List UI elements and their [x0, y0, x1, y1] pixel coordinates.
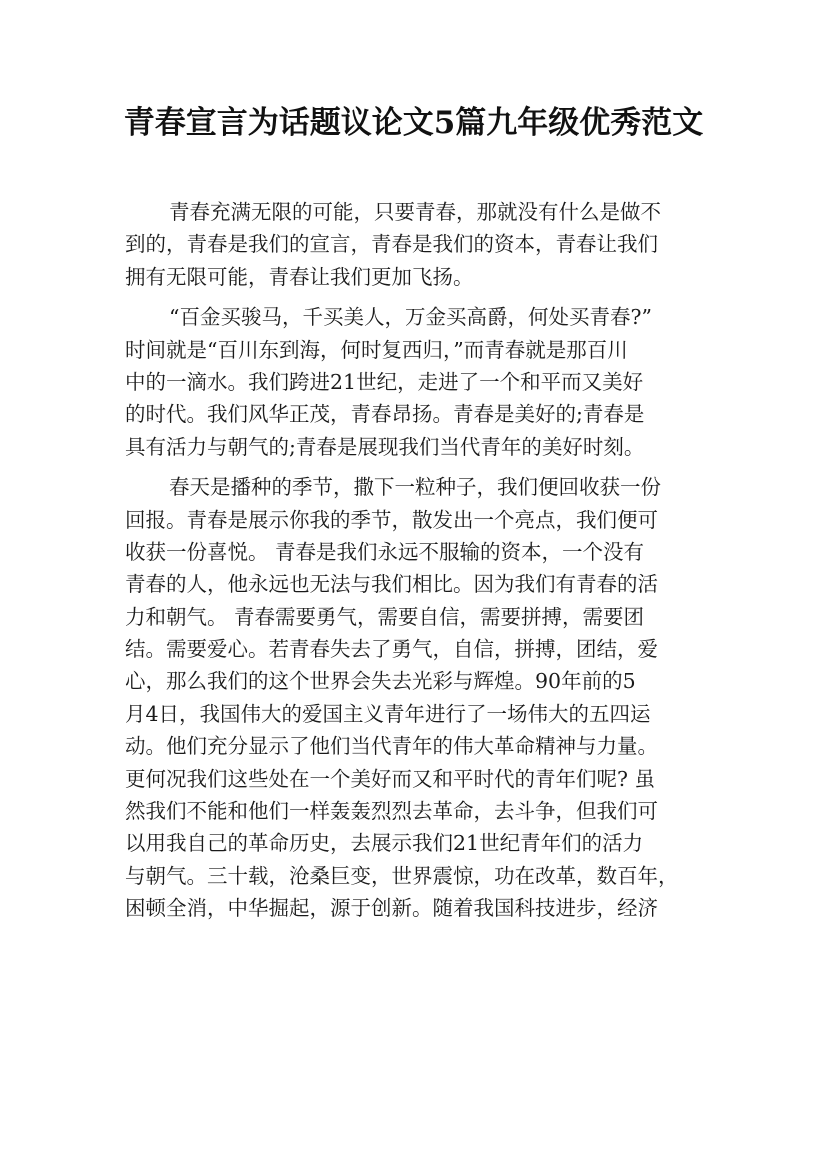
- paragraph-line: 中的一滴水。我们跨进21世纪，走进了一个和平而又美好: [125, 369, 644, 394]
- paragraph-line: 时间就是“百川东到海，何时复西归，”而青春就是那百川: [125, 337, 628, 362]
- paragraph-line: 的时代。我们风华正茂，青春昂扬。青春是美好的;青春是: [125, 402, 645, 427]
- paragraph-3: [125, 471, 705, 924]
- paragraph-line: 心，那么我们的这个世界会失去光彩与辉煌。90年前的5: [125, 669, 636, 694]
- paragraph-2: [125, 301, 705, 463]
- paragraph-line: 具有活力与朝气的;青春是展现我们当代青年的美好时刻。: [125, 434, 645, 459]
- document-body: [125, 196, 705, 925]
- paragraph-line: 到的，青春是我们的宣言，青春是我们的资本，青春让我们: [125, 232, 658, 257]
- paragraph-line: 春天是播种的季节，撒下一粒种子，我们便回收获一份: [169, 475, 661, 500]
- paragraph-line: 然我们不能和他们一样轰轰烈烈去革命，去斗争，但我们可: [125, 799, 658, 824]
- paragraph-line: 青春的人，他永远也无法与我们相比。因为我们有青春的活: [125, 572, 658, 597]
- paragraph-gap: [125, 463, 705, 471]
- paragraph-line: “百金买骏马，千买美人，万金买高爵，何处买青春?”: [169, 305, 652, 330]
- paragraph-line: 与朝气。三十载，沧桑巨变，世界震惊，功在改革，数百年，: [125, 863, 679, 888]
- paragraph-line: 回报。青春是展示你我的季节，散发出一个亮点，我们便可: [125, 507, 658, 532]
- paragraph-line: 更何况我们这些处在一个美好而又和平时代的青年们呢? 虽: [125, 766, 656, 791]
- paragraph-line: 动。他们充分显示了他们当代青年的伟大革命精神与力量。: [125, 734, 658, 759]
- paragraph-line: 力和朝气。 青春需要勇气，需要自信，需要拼搏，需要团: [125, 604, 645, 629]
- paragraph-1: [125, 196, 705, 293]
- paragraph-line: 困顿全消，中华掘起，源于创新。随着我国科技进步，经济: [125, 896, 658, 921]
- document-title: 青春宣言为话题议论文5篇九年级优秀范文: [123, 105, 704, 141]
- paragraph-line: 青春充满无限的可能，只要青春，那就没有什么是做不: [169, 200, 661, 224]
- paragraph-line: 拥有无限可能，青春让我们更加飞扬。: [125, 264, 474, 289]
- paragraph-line: 月4日，我国伟大的爱国主义青年进行了一场伟大的五四运: [125, 701, 651, 726]
- paragraph-line: 以用我自己的革命历史，去展示我们21世纪青年们的活力: [125, 831, 644, 856]
- paragraph-line: 收获一份喜悦。 青春是我们永远不服输的资本，一个没有: [125, 539, 645, 564]
- paragraph-gap: [125, 293, 705, 301]
- paragraph-line: 结。需要爱心。若青春失去了勇气，自信，拼搏，团结，爱: [125, 637, 658, 662]
